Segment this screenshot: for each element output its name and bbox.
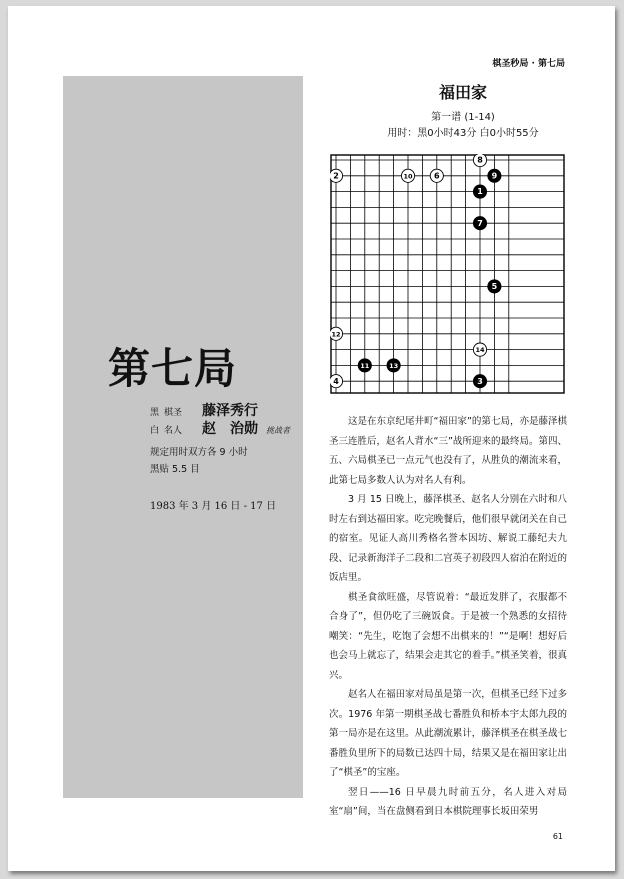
- white-stone: [330, 327, 343, 340]
- move-number: 10: [403, 172, 413, 181]
- player-white: [150, 418, 290, 436]
- game-title: 第七局: [108, 344, 238, 393]
- move-number: 9: [491, 171, 498, 181]
- page-number: 61: [552, 832, 563, 841]
- white-stone: [473, 154, 486, 167]
- player-title: 棋圣: [164, 408, 183, 418]
- komi-rule: 黑贴 5.5 目: [150, 464, 200, 475]
- move-number: 7: [477, 218, 483, 228]
- black-stone: [488, 169, 501, 182]
- move-number: 6: [434, 171, 440, 181]
- black-stone: [488, 280, 501, 293]
- move-number: 2: [333, 171, 339, 181]
- title-panel: [63, 76, 303, 798]
- black-stone: [473, 217, 486, 230]
- white-stone: [330, 375, 343, 388]
- move-number: 11: [360, 362, 370, 370]
- white-stone: [430, 169, 443, 182]
- move-number: 8: [477, 155, 483, 165]
- players-block: [150, 400, 290, 436]
- black-stone: [473, 375, 486, 388]
- paragraph: 赵名人在福田家对局虽是第一次，但棋圣已经下过多次。1976 年第一期棋圣战七番胜负和桥本宇太郎九段的第一局亦是在这里。从此潮流累计，藤泽棋圣在棋圣战七番胜负里所下的局数已达四十局，结果又是在福田家让出了“棋圣”的宝座。: [329, 689, 567, 778]
- running-head: 棋圣秒局 · 第七局: [492, 59, 565, 69]
- book-page: [8, 6, 615, 871]
- white-stone: [473, 343, 486, 356]
- time-rule: 规定用时双方各 9 小时: [150, 447, 248, 458]
- move-number: 14: [475, 346, 485, 355]
- article-body: [329, 412, 567, 822]
- paragraph: 翌日——16 日早晨九时前五分，名人进入对局室“扇”间，当在盘侧看到日本棋院理事长坂田荣男: [329, 786, 567, 817]
- move-number: 4: [333, 376, 339, 386]
- white-stone: [330, 169, 343, 182]
- paragraph: 3 月 15 日晚上，藤泽棋圣、赵名人分别在六时和八时左右到达福田家。吃完晚餐后，他们很早就闭关在自己的宿室。见证人高川秀格名誉本因坊、解说工藤纪夫九段、记录新海洋子二段和二宫英子初段四人宿泊在附近的饭店里。: [329, 494, 567, 583]
- black-stone: [387, 359, 400, 372]
- player-name: 赵 治勋: [202, 421, 258, 437]
- player-name: 藤泽秀行: [202, 403, 258, 419]
- paragraph: 这是在东京纪尾井町“福田家”的第七局，亦是藤泽棋圣三连胜后，赵名人背水“三”战所迎来的最终局。第四、五、六局棋圣已一点元气也没有了，从胜负的潮流来看，此第七局多数人认为对名人有利。: [329, 416, 567, 486]
- game-date: 1983 年 3 月 16 日 - 17 日: [150, 501, 277, 512]
- black-stone: [358, 359, 371, 372]
- player-black: [150, 400, 290, 418]
- move-number: 12: [331, 330, 341, 339]
- paragraph: 棋圣食欲旺盛，尽管说着：“最近发胖了，衣服都不合身了”，但仍吃了三碗饭食。于是被一个熟悉的女招待嘲笑：“先生，吃饱了会想不出棋来的！”“是啊！想好后也会马上就忘了，结果会走其它的着手。”棋圣笑着，很真兴。: [329, 591, 567, 681]
- move-number: 13: [389, 362, 399, 370]
- white-stone: [401, 169, 414, 182]
- venue-title: 福田家: [438, 83, 487, 102]
- move-number: 3: [477, 376, 483, 386]
- game-rules: [150, 444, 248, 478]
- go-board-diagram: [330, 154, 565, 394]
- record-number: 第一谱 (1-14): [431, 112, 495, 123]
- player-color: 黑: [150, 408, 160, 418]
- move-number: 1: [477, 187, 483, 197]
- black-stone: [473, 185, 486, 198]
- time-used: 用时：黑0小时43分 白0小时55分: [387, 128, 539, 139]
- board-frame: [331, 155, 564, 393]
- move-number: 5: [491, 282, 498, 291]
- challenger-note: 挑战者: [266, 426, 290, 435]
- player-title: 名人: [164, 426, 183, 436]
- player-color: 白: [150, 426, 160, 436]
